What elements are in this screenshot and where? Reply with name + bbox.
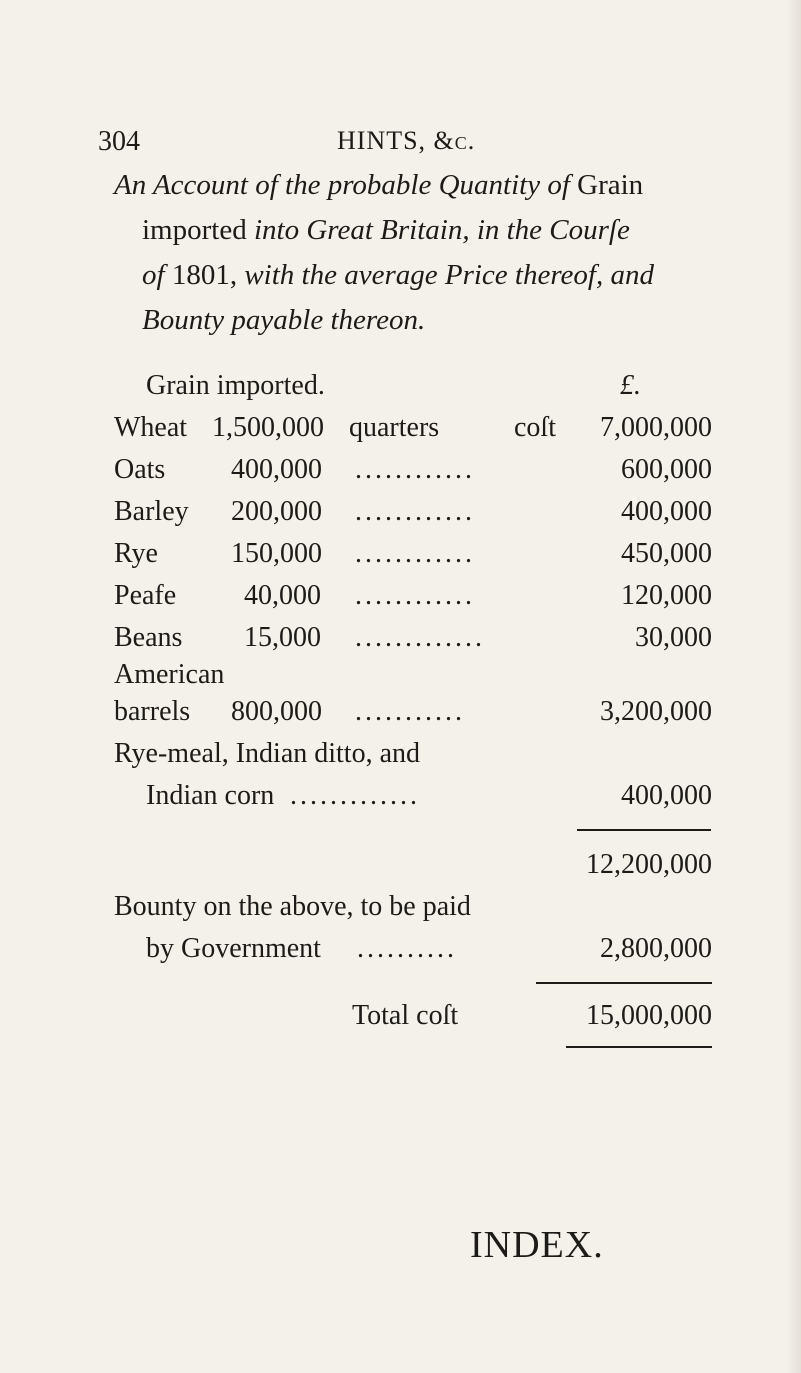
row-ryemeal-value: 400,000: [621, 780, 712, 811]
row-american-leader-dots: ...........: [355, 696, 465, 727]
row-american-value: 3,200,000: [600, 696, 712, 727]
row-barley-leader-dots: ............: [355, 496, 475, 527]
title-line-3: of 1801, with the average Price thereof, and: [142, 259, 654, 291]
row-barley-value: 400,000: [621, 496, 712, 527]
total-underline-rule: [566, 1046, 712, 1048]
row-peafe-leader-dots: ............: [355, 580, 475, 611]
catchword-index: INDEX.: [470, 1224, 604, 1266]
row-oats-value: 600,000: [621, 454, 712, 485]
row-american-label: American: [114, 659, 225, 690]
row-barley-grain: Barley: [114, 496, 189, 527]
row-ryemeal-line-1: Rye-meal, Indian ditto, and: [114, 738, 421, 769]
row-wheat-cost-label: coſt: [514, 412, 556, 443]
bounty-value: 2,800,000: [600, 933, 712, 964]
page-number: 304: [98, 126, 140, 157]
row-american-grain: barrels: [114, 696, 191, 727]
row-beans-leader-dots: .............: [355, 622, 485, 653]
row-american-quantity: 800,000: [231, 696, 322, 727]
row-beans-value: 30,000: [635, 622, 712, 653]
row-barley-quantity: 200,000: [231, 496, 322, 527]
row-wheat-quantity: 1,500,000: [212, 412, 324, 443]
row-rye-leader-dots: ............: [355, 538, 475, 569]
row-ryemeal-label: Indian corn: [146, 780, 275, 811]
table-title: [114, 163, 724, 343]
total-value: 15,000,000: [586, 1000, 712, 1031]
row-rye-quantity: 150,000: [231, 538, 322, 569]
column-heading-pounds: £.: [620, 370, 641, 401]
row-oats-leader-dots: ............: [355, 454, 475, 485]
page-edge-shadow: [787, 0, 801, 1373]
row-wheat-unit: quarters: [349, 412, 440, 443]
row-ryemeal-leader-dots: .............: [290, 780, 420, 811]
title-line-2: imported into Great Britain, in the Courſe: [142, 214, 630, 246]
row-rye-grain: Rye: [114, 538, 158, 569]
row-oats-quantity: 400,000: [231, 454, 322, 485]
bounty-leader-dots: ..........: [357, 933, 457, 964]
row-peafe-value: 120,000: [621, 580, 712, 611]
running-head: HINTS, &c.: [337, 126, 476, 155]
row-peafe-quantity: 40,000: [244, 580, 321, 611]
bounty-line-1: Bounty on the above, to be paid: [114, 891, 471, 922]
column-heading-grain: Grain imported.: [146, 370, 325, 401]
row-rye-value: 450,000: [621, 538, 712, 569]
row-oats-grain: Oats: [114, 454, 166, 485]
row-wheat-grain: Wheat: [114, 412, 188, 443]
total-label: Total coſt: [352, 1000, 459, 1031]
row-peafe-grain: Peafe: [114, 580, 177, 611]
row-beans-grain: Beans: [114, 622, 183, 653]
bounty-label: by Government: [146, 933, 321, 964]
subtotal-rule: [577, 829, 711, 831]
title-line-4: Bounty payable thereon.: [142, 304, 426, 336]
subtotal-value: 12,200,000: [586, 849, 712, 880]
title-line-1: An Account of the probable Quantity of Grain: [114, 169, 644, 201]
total-rule: [536, 982, 712, 984]
row-beans-quantity: 15,000: [244, 622, 321, 653]
row-wheat-value: 7,000,000: [600, 412, 712, 443]
